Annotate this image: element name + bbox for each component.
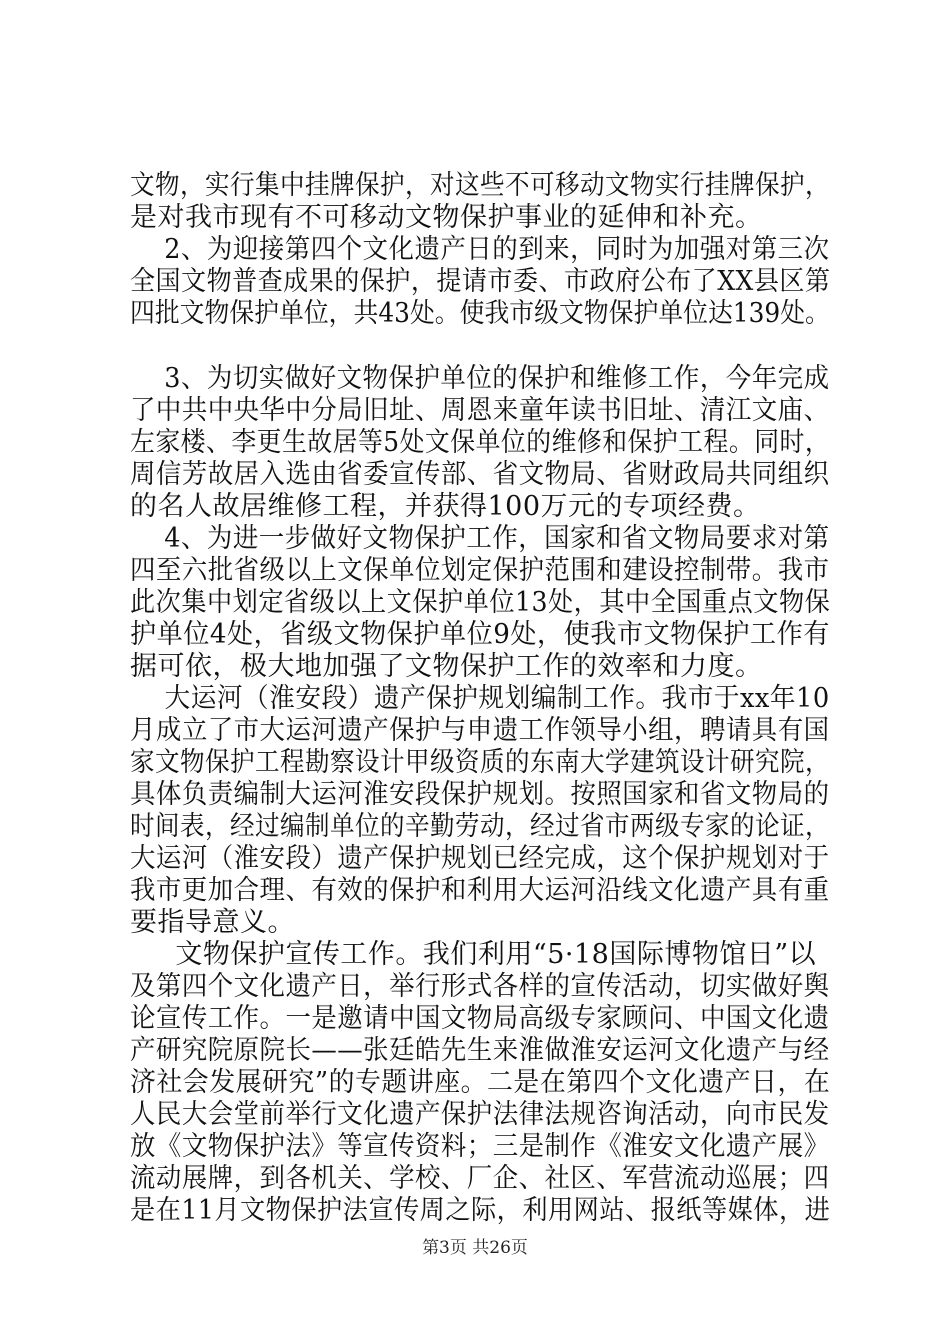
document-body: [130, 170, 830, 1227]
page-footer: [0, 1238, 950, 1258]
text-line: 是对我市现有不可移动文物保护事业的延伸和补充。: [130, 202, 763, 233]
text-line: 此次集中划定省级以上文保护单位13处，其中全国重点文物保: [130, 587, 831, 618]
text-line: 据可依，极大地加强了文物保护工作的效率和力度。: [130, 651, 763, 682]
text-line: 文物保护宣传工作。我们利用“5·18国际博物馆日”以: [130, 939, 817, 970]
text-line: 周信芳故居入选由省委宣传部、省文物局、省财政局共同组织: [130, 459, 830, 490]
text-line: 时间表，经过编制单位的辛勤劳动，经过省市两级专家的论证，: [130, 811, 831, 842]
text-line: 四至六批省级以上文保单位划定保护范围和建设控制带。我市: [130, 555, 830, 586]
text-line: 四批文物保护单位，共43处。使我市级文物保护单位达139处。: [130, 298, 830, 329]
text-line: 产研究院原院长——张廷皓先生来淮做淮安运河文化遗产与经: [130, 1035, 830, 1066]
text-line: 流动展牌，到各机关、学校、厂企、社区、军营流动巡展；四: [130, 1163, 830, 1194]
text-line: 家文物保护工程勘察设计甲级资质的东南大学建筑设计研究院，: [130, 747, 831, 778]
text-line: 2、为迎接第四个文化遗产日的到来，同时为加强对第三次: [130, 234, 830, 265]
text-line: 是在11月文物保护法宣传周之际，利用网站、报纸等媒体，进: [130, 1195, 831, 1226]
text-line: 及第四个文化遗产日，举行形式各样的宣传活动，切实做好舆: [130, 971, 830, 1002]
text-line: 4、为进一步做好文物保护工作，国家和省文物局要求对第: [130, 523, 830, 554]
text-line: 要指导意义。: [130, 907, 295, 938]
text-line: 人民大会堂前举行文化遗产保护法律法规咨询活动，向市民发: [130, 1099, 830, 1130]
text-line: 月成立了市大运河遗产保护与申遗工作领导小组，聘请具有国: [130, 715, 830, 746]
text-line: 全国文物普查成果的保护，提请市委、市政府公布了XX县区第: [130, 266, 831, 297]
text-line: 放《文物保护法》等宣传资料；三是制作《淮安文化遗产展》: [130, 1131, 830, 1162]
text-line: 文物，实行集中挂牌保护，对这些不可移动文物实行挂牌保护，: [130, 170, 831, 201]
text-line: 3、为切实做好文物保护单位的保护和维修工作，今年完成: [130, 363, 830, 394]
text-line: 的名人故居维修工程，并获得100万元的专项经费。: [130, 491, 761, 522]
text-line: 左家楼、李更生故居等5处文保单位的维修和保护工程。同时，: [130, 427, 831, 458]
text-line: 论宣传工作。一是邀请中国文物局高级专家顾问、中国文化遗: [130, 1003, 830, 1034]
text-line: 具体负责编制大运河淮安段保护规划。按照国家和省文物局的: [130, 779, 830, 810]
text-line: 了中共中央华中分局旧址、周恩来童年读书旧址、清江文庙、: [130, 395, 830, 426]
paragraph-gap: [130, 330, 830, 363]
page-number: 第3页 共26页: [422, 1238, 528, 1258]
text-line: 大运河（淮安段）遗产保护规划已经完成，这个保护规划对于: [130, 843, 830, 874]
text-line: 我市更加合理、有效的保护和利用大运河沿线文化遗产具有重: [130, 875, 830, 906]
text-line: 大运河（淮安段）遗产保护规划编制工作。我市于xx年10: [130, 683, 830, 714]
text-line: 护单位4处，省级文物保护单位9处，使我市文物保护工作有: [130, 619, 830, 650]
text-line: 济社会发展研究”的专题讲座。二是在第四个文化遗产日，在: [130, 1067, 831, 1098]
